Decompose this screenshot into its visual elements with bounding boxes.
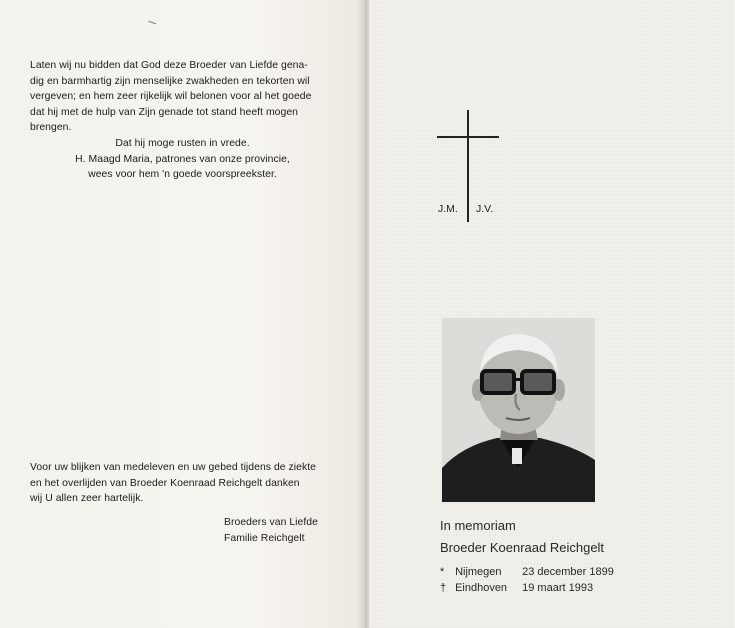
initials-left: J.M. [438, 203, 458, 215]
birth-date: 23 december 1899 [522, 566, 614, 578]
death-date: 19 maart 1993 [522, 582, 594, 594]
pencil-mark [148, 21, 157, 27]
signers [224, 515, 354, 546]
prayer-line: brengen. [30, 122, 72, 134]
birth-place: Nijmegen [455, 566, 502, 578]
prayer-line: dat hij met de hulp van Zijn genade tot stand heeft mogen [30, 106, 298, 118]
prayer-line: dig en barmhartig zijn menselijke zwakheden en tekorten wil [30, 75, 310, 87]
thanks-line: wij U allen zeer hartelijk. [30, 493, 144, 505]
in-memoriam-heading: In memoriam [440, 518, 516, 533]
portrait-photo [442, 318, 595, 502]
prayer-line: Laten wij nu bidden dat God deze Broeder van Liefde gena- [30, 60, 308, 71]
initials-right: J.V. [476, 203, 494, 215]
signer-line: Broeders van Liefde [224, 517, 318, 528]
deceased-name: Broeder Koenraad Reichgelt [440, 540, 605, 555]
right-page [369, 0, 735, 628]
prayer-paragraph [30, 58, 330, 136]
prayer-line: vergeven; en hem zeer rijkelijk wil belonen voor al het goede [30, 91, 312, 103]
rest-line: Dat hij moge rusten in vrede. [115, 138, 250, 149]
cross-icon [467, 110, 469, 222]
thanks-paragraph [30, 460, 330, 507]
death-place: Eindhoven [455, 582, 508, 594]
rest-line: H. Maagd Maria, patrones van onze provincie, [75, 153, 290, 165]
rest-in-peace-paragraph [60, 136, 305, 183]
death-cross-icon: † [440, 582, 447, 594]
death-row [440, 582, 593, 594]
thanks-line: en het overlijden van Broeder Koenraad Reichgelt danken [30, 477, 300, 489]
rest-line: wees voor hem 'n goede voorspreekster. [88, 169, 277, 181]
signer-line: Familie Reichgelt [224, 532, 305, 544]
thanks-line: Voor uw blijken van medeleven en uw gebed tijdens de ziekte [30, 462, 316, 473]
birth-star-icon: * [440, 566, 445, 578]
birth-row [440, 566, 614, 578]
cross-icon-bar [437, 136, 499, 138]
left-page [0, 0, 366, 628]
